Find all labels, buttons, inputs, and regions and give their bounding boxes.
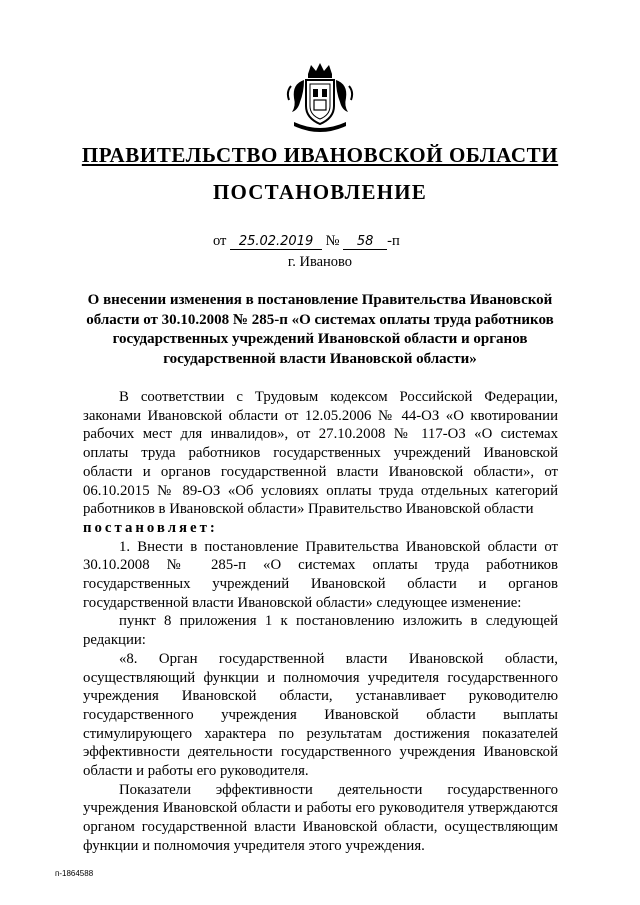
from-label: от xyxy=(213,233,227,249)
document-barcode-number: п-1864588 xyxy=(55,869,94,878)
document-type: ПОСТАНОВЛЕНИЕ xyxy=(212,180,428,204)
document-body xyxy=(83,388,558,856)
coat-of-arms-icon xyxy=(286,62,354,134)
document-number: 58 xyxy=(343,235,387,250)
document-subject: О внесении изменения в постановление Правительства Ивановской области от 30.10.2008 № 285-п «О системах оплаты труда работников государственных учреждений Ивановской области и органов государственной власти Ивановской области» xyxy=(86,292,554,367)
resolves-word: постановляет: xyxy=(83,519,218,536)
quote-paragraph-1: «8. Орган государственной власти Ивановской области, осуществляющий функции и полномочия учредителя государственного учреждения Ивановской области, устанавливает руководителю государственного учреждения Ивановской области выплаты стимулирующего характера по результатам достижения показателей эффективности деятельности государственного учреждения Ивановской области и работы его руководителя. xyxy=(83,650,558,780)
item-1: 1. Внести в постановление Правительства Ивановской области от 30.10.2008 № 285-п «О системах оплаты труда работников государственных учреждений Ивановской области и органов государственной власти Ивановской области» следующее изменение: xyxy=(83,538,558,611)
quote-paragraph-2: Показатели эффективности деятельности государственного учреждения Ивановской области и работы его руководителя утверждаются органом государственной власти Ивановской области, осуществляющим функции и полномочия учредителя этого учреждения. xyxy=(83,781,558,854)
number-suffix: -п xyxy=(387,233,400,249)
registration-line xyxy=(213,233,400,250)
number-label: № xyxy=(325,233,340,249)
item-1-detail: пункт 8 приложения 1 к постановлению изложить в следующей редакции: xyxy=(83,613,558,649)
government-title: ПРАВИТЕЛЬСТВО ИВАНОВСКОЙ ОБЛАСТИ xyxy=(81,143,559,167)
document-date: 25.02.2019 xyxy=(230,235,322,250)
city: г. Иваново xyxy=(287,254,353,270)
preamble: В соответствии с Трудовым кодексом Российской Федерации, законами Ивановской области от 12.05.2006 № 44-ОЗ «О квотировании рабочих мест для инвалидов», от 27.10.2008 № 117-ОЗ «О системах оплаты труда работников государственных учреждений Ивановской области и органов государственной власти Ивановской области», от 06.10.2015 № 89-ОЗ «Об условиях оплаты труда отдельных категорий работников в Ивановской области» Правительство Ивановской области xyxy=(83,389,558,518)
